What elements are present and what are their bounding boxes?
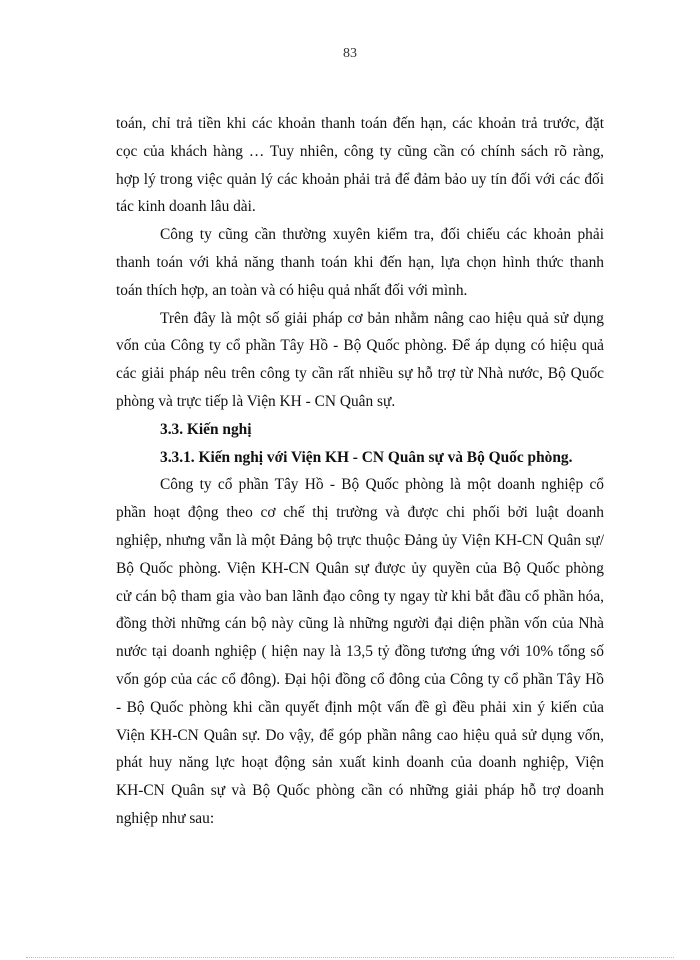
document-body [116, 110, 604, 833]
text-line: tác kinh doanh lâu dài. [116, 198, 256, 216]
text-line: Viện KH-CN Quân sự. Do vậy, để góp phần nâng cao hiệu quả sử dụng vốn, [116, 726, 604, 744]
text-line: hợp lý trong việc quản lý các khoản phải trả để đảm bảo uy tín đối với các đối [116, 170, 604, 188]
text-line: cọc của khách hàng … Tuy nhiên, công ty cũng cần có chính sách rõ ràng, [116, 142, 604, 160]
paragraph-1 [116, 110, 604, 221]
text-line: phòng và trực tiếp là Viện KH - CN Quân sự. [116, 392, 396, 410]
text-line: Trên đây là một số giải pháp cơ bản nhằm nâng cao hiệu quả sử dụng [160, 309, 604, 327]
text-line: KH-CN Quân sự và Bộ Quốc phòng cần có những giải pháp hỗ trợ doanh [116, 782, 604, 800]
text-line: nghiệp như sau: [116, 809, 215, 827]
page-number: 83 [343, 46, 357, 61]
text-line: vốn của Công ty cổ phần Tây Hồ - Bộ Quốc phòng. Để áp dụng có hiệu quả [116, 337, 604, 355]
paragraph-2 [116, 221, 604, 304]
text-line: phần hoạt động theo cơ chế thị trường và được chi phối bởi luật doanh [116, 504, 604, 522]
text-line: toán thích hợp, an toàn và có hiệu quả nhất đối với mình. [116, 281, 468, 299]
text-line: đồng thời những cán bộ này cũng là những người đại diện phần vốn của Nhà [116, 615, 604, 633]
text-line: cử cán bộ tham gia vào ban lãnh đạo công ty ngay từ khi bắt đầu cổ phần hóa, [116, 587, 604, 605]
text-line: thanh toán với khả năng thanh toán khi đến hạn, lựa chọn hình thức thanh [116, 253, 604, 271]
text-line: - Bộ Quốc phòng khi cần quyết định một vấn đề gì đều phải xin ý kiến của [116, 698, 604, 716]
text-line: nước tại doanh nghiệp ( hiện nay là 13,5 tỷ đồng tương ứng với 10% tổng số [116, 643, 604, 661]
text-line: Bộ Quốc phòng. Viện KH-CN Quân sự được ủy quyền của Bộ Quốc phòng [116, 559, 604, 577]
text-line: phát huy năng lực hoạt động sản xuất kinh doanh của doanh nghiệp, Viện [116, 754, 604, 772]
page-bottom-divider [26, 957, 674, 958]
text-line: nghiệp, nhưng vẫn là một Đảng bộ trực thuộc Đảng ủy Viện KH-CN Quân sự/ [116, 531, 604, 549]
text-line: Công ty cổ phần Tây Hồ - Bộ Quốc phòng là một doanh nghiệp cổ [160, 476, 604, 494]
text-line: vốn góp của các cổ đông). Đại hội đồng cổ đông của Công ty cổ phần Tây Hồ [116, 670, 604, 688]
subsection-heading: 3.3.1. Kiến nghị với Viện KH - CN Quân sự và Bộ Quốc phòng. [160, 448, 573, 466]
text-line: Công ty cũng cần thường xuyên kiểm tra, đối chiếu các khoản phải [160, 226, 604, 244]
text-line: toán, chỉ trả tiền khi các khoản thanh toán đến hạn, các khoản trả trước, đặt [116, 115, 604, 132]
text-line: các giải pháp nêu trên công ty cần rất nhiều sự hỗ trợ từ Nhà nước, Bộ Quốc [116, 365, 604, 383]
paragraph-4 [116, 471, 604, 832]
paragraph-3 [116, 305, 604, 416]
section-heading: 3.3. Kiến nghị [160, 420, 252, 438]
